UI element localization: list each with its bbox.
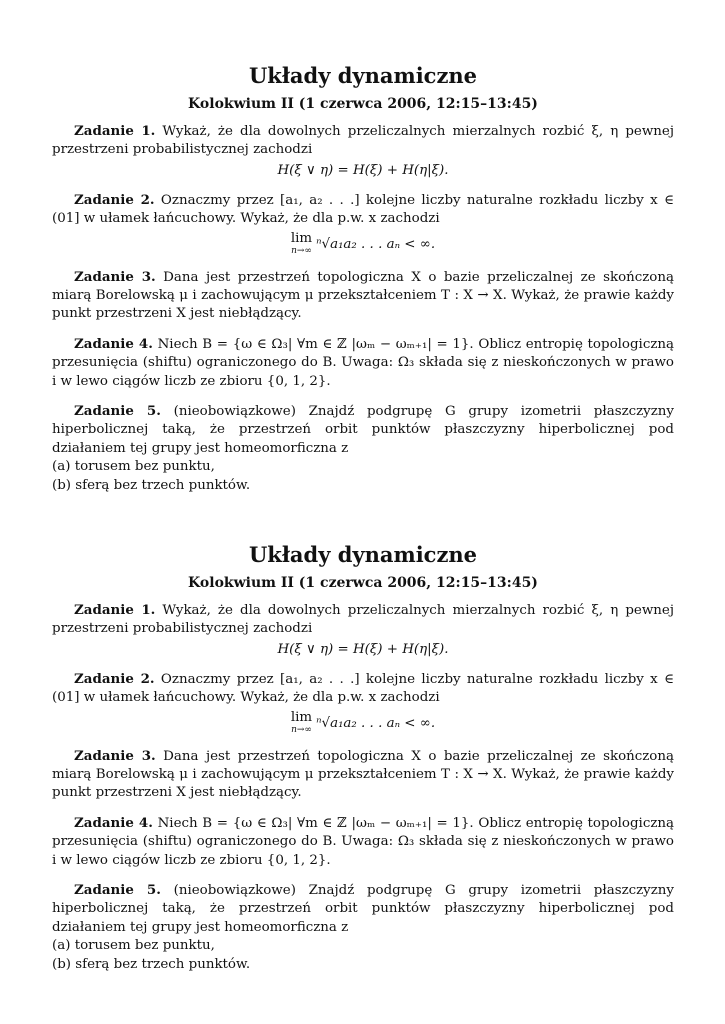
limit-word: lim <box>290 709 313 725</box>
problem-text: (nieobowiązkowe) Znajdź podgrupę G grupy izometrii płaszczyzny hiperbolicznej taką, że przestrzeń orbit punktów płaszczyzny hiperbolicznej pod działaniem tej grupy jest homeomorficzna z <box>52 883 674 935</box>
problem-1 <box>52 601 674 659</box>
problem-text: Oznaczmy przez [a₁, a₂ . . .] kolejne liczby naturalne rozkładu liczby x ∈ (01] w ułamek łańcuchowy. Wykaż, że dla p.w. x zachodzi <box>52 671 674 706</box>
limit-operator <box>290 709 313 736</box>
problem-item-b: (b) sferą bez trzech punktów. <box>52 477 251 493</box>
problem-1 <box>52 122 674 180</box>
page-title: Układy dynamiczne <box>248 63 478 88</box>
problem-label: Zadanie 5. <box>74 403 161 420</box>
problem-label: Zadanie 1. <box>74 602 156 618</box>
problem-text: Dana jest przestrzeń topologiczna X o bazie przeliczalnej ze skończoną miarą Borelowską μ i zachowującym μ przekształceniem T : X → X. Wykaż, że prawie każdy punkt przestrzeni X jest niebłądzący. <box>52 748 674 801</box>
problem-text: Oznaczmy przez [a₁, a₂ . . .] kolejne liczby naturalne rozkładu liczby x ∈ (01] w ułamek łańcuchowy. Wykaż, że dla p.w. x zachodzi <box>52 192 674 227</box>
problem-label: Zadanie 2. <box>74 191 155 208</box>
problem-formula: H(ξ ∨ η) = H(ξ) + H(η|ξ). <box>277 641 449 657</box>
problem-text: Niech B = {ω ∈ Ω₃| ∀m ∈ ℤ |ωₘ − ωₘ₊₁| = 1}. Oblicz entropię topologiczną przesunięcia (shiftu) ograniczonego do B. Uwaga: Ω₃ składa się z nieskończonych w prawo i w lewo ciągów liczb ze zbioru {0, 1, 2}. <box>52 336 674 389</box>
problem-item-b: (b) sferą bez trzech punktów. <box>52 956 251 972</box>
problem-text: Wykaż, że dla dowolnych przeliczalnych mierzalnych rozbić ξ, η pewnej przestrzeni probabilistycznej zachodzi <box>52 603 674 637</box>
problem-label: Zadanie 1. <box>74 123 156 139</box>
problem-text: Wykaż, że dla dowolnych przeliczalnych mierzalnych rozbić ξ, η pewnej przestrzeni probabilistycznej zachodzi <box>52 124 674 158</box>
problem-label: Zadanie 3. <box>74 268 156 285</box>
problem-text: Niech B = {ω ∈ Ω₃| ∀m ∈ ℤ |ωₘ − ωₘ₊₁| = 1}. Oblicz entropię topologiczną przesunięcia (shiftu) ograniczonego do B. Uwaga: Ω₃ składa się z nieskończonych w prawo i w lewo ciągów liczb ze zbioru {0, 1, 2}. <box>52 815 674 868</box>
problem-5 <box>52 881 674 974</box>
problem-3 <box>52 747 674 803</box>
problem-formula <box>52 709 674 736</box>
problem-label: Zadanie 2. <box>74 670 155 687</box>
limit-expression: ⁿ√a₁a₂ . . . aₙ < ∞. <box>316 715 436 731</box>
problem-5 <box>52 402 674 495</box>
page-subtitle: Kolokwium II (1 czerwca 2006, 12:15–13:45) <box>188 96 538 112</box>
exam-sheet-1 <box>52 62 674 495</box>
limit-word: lim <box>290 230 313 246</box>
problem-2 <box>52 670 674 736</box>
problem-2 <box>52 191 674 257</box>
limit-operator <box>290 230 313 257</box>
exam-sheet-2 <box>52 541 674 974</box>
problem-text: (nieobowiązkowe) Znajdź podgrupę G grupy izometrii płaszczyzny hiperbolicznej taką, że przestrzeń orbit punktów płaszczyzny hiperbolicznej pod działaniem tej grupy jest homeomorficzna z <box>52 404 674 456</box>
problem-4 <box>52 814 674 870</box>
problem-item-a: (a) torusem bez punktu, <box>52 459 215 475</box>
problem-item-a: (a) torusem bez punktu, <box>52 938 215 954</box>
limit-subscript: n→∞ <box>291 245 312 256</box>
problem-4 <box>52 335 674 391</box>
problem-text: Dana jest przestrzeń topologiczna X o bazie przeliczalnej ze skończoną miarą Borelowską μ i zachowującym μ przekształceniem T : X → X. Wykaż, że prawie każdy punkt przestrzeni X jest niebłądzący. <box>52 269 674 322</box>
limit-subscript: n→∞ <box>291 724 312 735</box>
problem-label: Zadanie 4. <box>74 335 153 352</box>
problem-3 <box>52 268 674 324</box>
problem-label: Zadanie 5. <box>74 882 161 899</box>
page-title: Układy dynamiczne <box>248 542 478 567</box>
problem-formula: H(ξ ∨ η) = H(ξ) + H(η|ξ). <box>277 162 449 178</box>
problem-label: Zadanie 3. <box>74 747 156 764</box>
limit-expression: ⁿ√a₁a₂ . . . aₙ < ∞. <box>316 236 436 252</box>
page-subtitle: Kolokwium II (1 czerwca 2006, 12:15–13:45) <box>188 575 538 591</box>
problem-label: Zadanie 4. <box>74 814 153 831</box>
problem-formula <box>52 230 674 257</box>
